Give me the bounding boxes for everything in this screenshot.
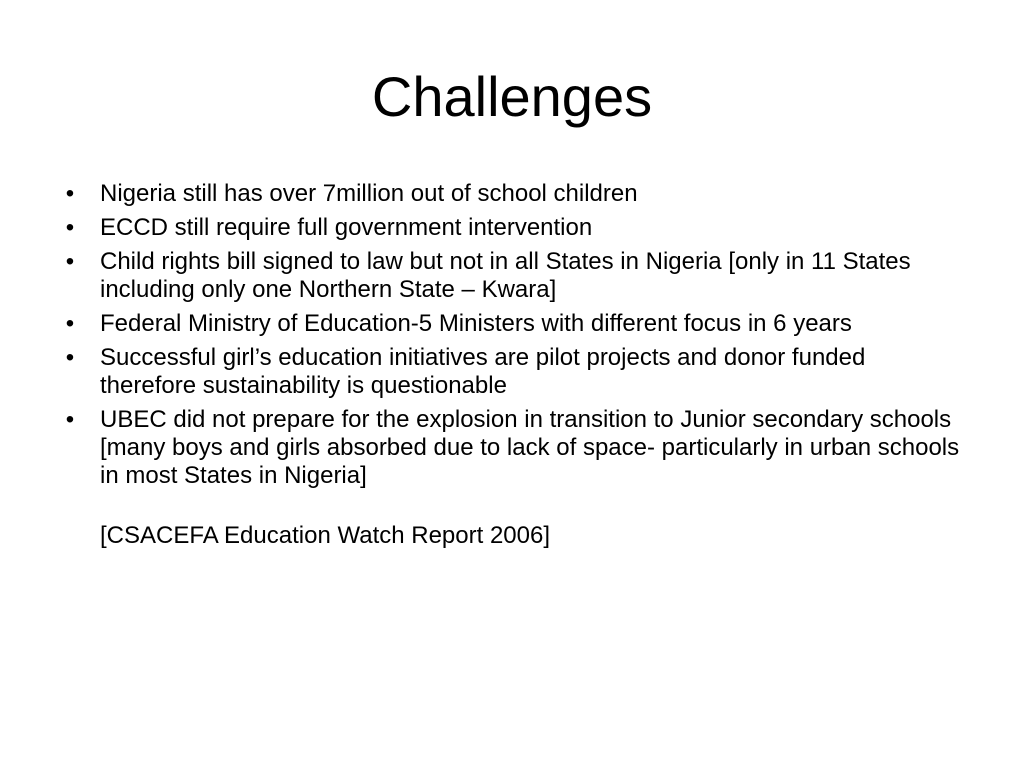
bullet-icon: • — [65, 310, 75, 337]
bullet-text: Successful girl’s education initiatives are pilot projects and donor funded therefore sustainability is questionable — [100, 344, 866, 399]
bullet-icon: • — [65, 214, 75, 241]
bullet-item — [60, 344, 960, 400]
bullet-icon: • — [65, 180, 75, 207]
bullet-item — [60, 310, 960, 338]
bullet-item — [60, 180, 960, 208]
bullet-text: UBEC did not prepare for the explosion in transition to Junior secondary schools [many boys and girls absorbed due to lack of space- particularly in urban schools in most States in Nigeria] — [100, 406, 960, 489]
bullet-item — [60, 406, 960, 490]
bullet-text: ECCD still require full government intervention — [100, 214, 593, 241]
bullet-text: Child rights bill signed to law but not in all States in Nigeria [only in 11 States including only one Northern State – Kwara] — [100, 248, 911, 303]
bullet-icon: • — [65, 406, 75, 433]
bullet-text: Federal Ministry of Education-5 Ministers with different focus in 6 years — [100, 310, 852, 337]
bullet-text: Nigeria still has over 7million out of school children — [100, 180, 638, 207]
bullet-item — [60, 248, 960, 304]
bullet-icon: • — [65, 248, 75, 275]
bullet-list — [60, 180, 960, 496]
slide-title: Challenges — [371, 65, 653, 128]
bullet-item — [60, 214, 960, 242]
bullet-icon: • — [65, 344, 75, 371]
citation: [CSACEFA Education Watch Report 2006] — [100, 522, 551, 549]
